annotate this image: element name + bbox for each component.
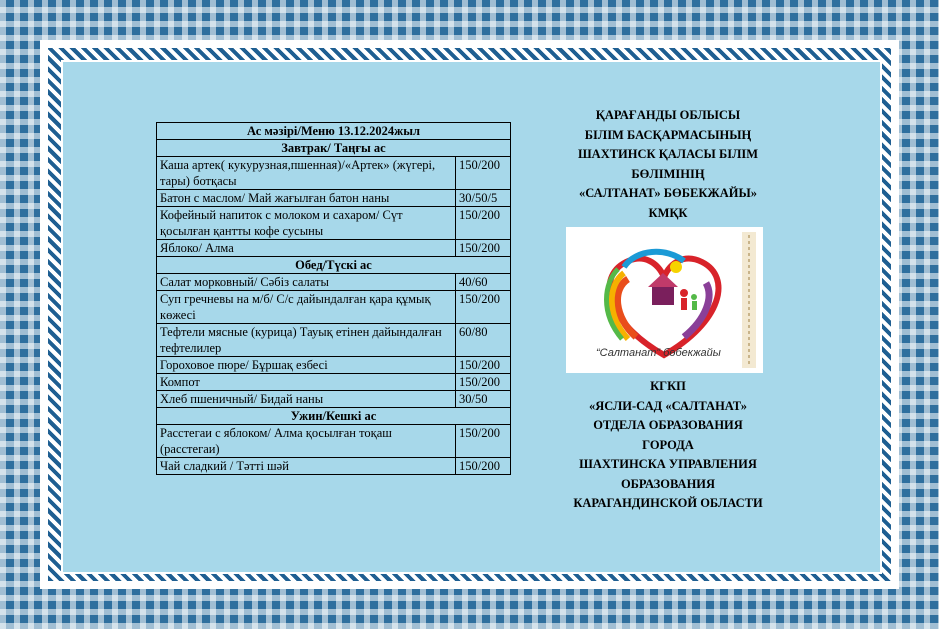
table-row (157, 291, 511, 324)
org-kz-line: ШАХТИНСК ҚАЛАСЫ БІЛІМ (577, 147, 759, 161)
table-row (157, 357, 511, 374)
menu-title-row (157, 123, 511, 140)
org-ru-line: ГОРОДА (642, 437, 694, 452)
org-ru-line: ОБРАЗОВАНИЯ (620, 476, 716, 491)
table-row (157, 324, 511, 357)
organization-name-kazakh (548, 106, 788, 223)
kindergarten-logo (566, 227, 763, 373)
dish-name: Хлеб пшеничный/ Бидай наны (157, 391, 456, 408)
dish-name: Компот (157, 374, 456, 391)
org-ru-line: ШАХТИНСКА УПРАВЛЕНИЯ (579, 457, 757, 471)
dish-portion: 150/200 (456, 374, 511, 391)
section-heading-dinner: Ужин/Кешкі ас (157, 408, 511, 425)
organization-name-russian (548, 377, 788, 514)
dish-portion: 150/200 (456, 458, 511, 475)
menu-title: Ас мәзірі/Меню 13.12.2024жыл (157, 123, 511, 140)
table-row (157, 425, 511, 458)
table-row (157, 391, 511, 408)
section-heading-row (157, 408, 511, 425)
dish-portion: 150/200 (456, 291, 511, 324)
dish-name: Чай сладкий / Тәтті шәй (157, 458, 456, 475)
dish-portion: 150/200 (456, 240, 511, 257)
org-kz-line: БІЛІМ БАСҚАРМАСЫНЫҢ (584, 127, 752, 142)
dish-name: Яблоко/ Алма (157, 240, 456, 257)
dish-name: Расстегаи с яблоком/ Алма қосылған тоқаш (расстегаи) (157, 425, 456, 458)
dish-name: Кофейный напиток с молоком и сахаром/ Сүт қосылған қантты кофе сусыны (157, 207, 456, 240)
section-heading-row (157, 140, 511, 157)
dish-portion: 150/200 (456, 357, 511, 374)
dish-portion: 60/80 (456, 324, 511, 357)
table-row (157, 207, 511, 240)
table-row (157, 240, 511, 257)
table-row (157, 374, 511, 391)
dish-name: Батон с маслом/ Май жағылған батон наны (157, 190, 456, 207)
dish-name: Гороховое пюре/ Бұршақ езбесі (157, 357, 456, 374)
dish-portion: 30/50 (456, 391, 511, 408)
org-kz-line: ҚАРАҒАНДЫ ОБЛЫСЫ (595, 108, 741, 122)
dish-name: Каша артек( кукурузная,пшенная)/«Артек» (жүгері, тары) ботқасы (157, 157, 456, 190)
dish-name: Тефтели мясные (курица) Тауық етінен дайындалған тефтелилер (157, 324, 456, 357)
org-ru-line: КАРАГАНДИНСКОЙ ОБЛАСТИ (573, 496, 763, 510)
org-kz-line: КМҚК (648, 205, 688, 220)
org-kz-line: БӨЛІМІНІҢ (631, 166, 705, 181)
table-row (157, 157, 511, 190)
dish-portion: 150/200 (456, 157, 511, 190)
section-heading-breakfast: Завтрак/ Таңғы ас (157, 140, 511, 157)
section-heading-lunch: Обед/Түскі ас (157, 257, 511, 274)
org-ru-line: ОТДЕЛА ОБРАЗОВАНИЯ (593, 418, 743, 432)
table-row (157, 458, 511, 475)
org-kz-line: «САЛТАНАТ» БӨБЕКЖАЙЫ» (578, 186, 758, 200)
table-row (157, 274, 511, 291)
org-ru-line: КГКП (650, 379, 686, 393)
table-row (157, 190, 511, 207)
menu-table (156, 122, 511, 475)
dish-portion: 30/50/5 (456, 190, 511, 207)
dish-name: Салат морковный/ Сәбіз салаты (157, 274, 456, 291)
dish-portion: 40/60 (456, 274, 511, 291)
logo-caption: “Салтанат” бөбекжайы (596, 347, 721, 359)
org-ru-line: «ЯСЛИ-САД «САЛТАНАТ» (588, 398, 747, 413)
section-heading-row (157, 257, 511, 274)
dish-portion: 150/200 (456, 207, 511, 240)
dish-portion: 150/200 (456, 425, 511, 458)
dish-name: Суп гречневы на м/б/ С/с дайындалған қара құмық көжесі (157, 291, 456, 324)
